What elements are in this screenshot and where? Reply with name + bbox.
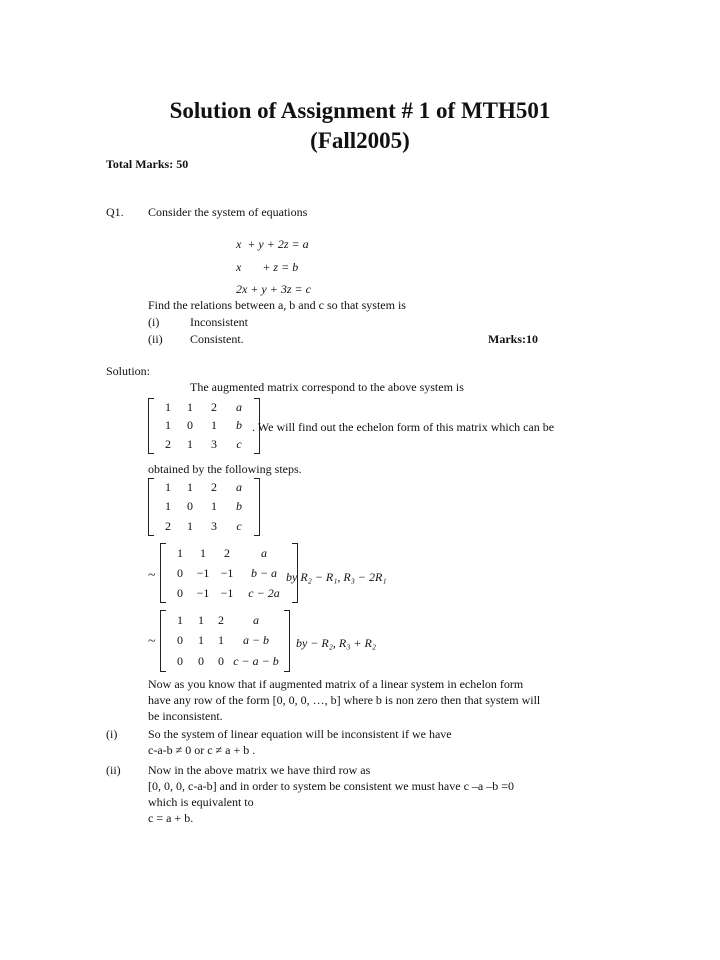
- part-ii-num: (ii): [106, 763, 121, 777]
- part-ii-line-3: which is equivalent to: [148, 795, 254, 809]
- matrix-cell: 1: [200, 545, 206, 560]
- part-i-line-1: So the system of linear equation will be inconsistent if we have: [148, 727, 452, 741]
- matrix-cell: −1: [196, 565, 210, 580]
- part-ii-line-2: [0, 0, 0, c-a-b] and in order to system be consistent we must have c –a –b =0: [148, 779, 515, 793]
- part-i-num: (i): [106, 727, 118, 741]
- item-i-num: (i): [148, 315, 160, 329]
- title-line-2: (Fall2005): [310, 128, 410, 153]
- matrix-cell: 2: [224, 545, 230, 560]
- matrix-cell: 0: [177, 633, 183, 648]
- matrix-cell: −1: [220, 585, 234, 600]
- part-i-line-2: c-a-b ≠ 0 or c ≠ a + b .: [148, 743, 256, 757]
- matrix-cell: b − a: [250, 565, 278, 580]
- explanation-line-2: have any row of the form [0, 0, 0, …, b] where b is non zero then that system will: [148, 693, 541, 707]
- matrix-cell: b: [236, 418, 242, 433]
- total-marks: Total Marks: 50: [106, 157, 189, 171]
- obtained-text: obtained by the following steps.: [148, 462, 302, 476]
- matrix-cell: −1: [220, 565, 234, 580]
- matrix-cell: 1: [165, 418, 171, 433]
- title-line-1: Solution of Assignment # 1 of MTH501: [169, 98, 551, 123]
- matrix-cell: 1: [187, 518, 193, 533]
- explanation-line-3: be inconsistent.: [148, 709, 223, 723]
- matrix-cell: 1: [165, 480, 171, 495]
- matrix-cell: 0: [218, 654, 224, 669]
- matrix-cell: 3: [211, 437, 217, 452]
- item-ii-num: (ii): [148, 332, 163, 346]
- matrix-cell: 1: [187, 480, 193, 495]
- item-ii-text: Consistent.: [190, 332, 244, 346]
- matrix-cell: 0: [198, 654, 204, 669]
- equation-1: x + y + 2z = a: [236, 237, 309, 251]
- part-ii-line-1: Now in the above matrix we have third row as: [148, 763, 371, 777]
- matrix-cell: 0: [177, 565, 183, 580]
- matrix-cell: c: [236, 518, 242, 533]
- matrix-cell: 0: [177, 654, 183, 669]
- matrix-cell: 1: [198, 633, 204, 648]
- matrix-cell: 0: [187, 418, 193, 433]
- item-i-text: Inconsistent: [190, 315, 248, 329]
- question-label: Q1.: [106, 205, 124, 219]
- right-bracket: [254, 478, 260, 536]
- matrix-cell: 1: [165, 499, 171, 514]
- matrix-cell: 1: [187, 437, 193, 452]
- matrix-cell: c: [236, 437, 242, 452]
- matrix-cell: 1: [211, 499, 217, 514]
- matrix-cell: 3: [211, 518, 217, 533]
- matrix-cell: a: [236, 399, 242, 414]
- tilde-1: ~: [148, 568, 156, 583]
- row-operation-2: by − R₂, R₃ + R₂: [296, 636, 377, 650]
- part-ii-line-4: c = a + b.: [148, 811, 194, 825]
- matrix-cell: 1: [211, 418, 217, 433]
- matrix-step-0: [148, 478, 260, 536]
- matrix-cell: 2: [218, 612, 224, 627]
- matrix-cell: c − a − b: [233, 654, 279, 669]
- matrix-cell: 0: [177, 585, 183, 600]
- tilde-2: ~: [148, 634, 156, 649]
- matrix-cell: 1: [218, 633, 224, 648]
- matrix-step-2: [160, 610, 290, 672]
- matrix-cell: −1: [196, 585, 210, 600]
- matrix-cell: a: [253, 612, 259, 627]
- matrix-cell: a: [236, 480, 242, 495]
- question-text: Consider the system of equations: [148, 205, 308, 219]
- matrix-cell: 1: [165, 399, 171, 414]
- matrix-cell: c − 2a: [248, 585, 280, 600]
- explanation-line-1: Now as you know that if augmented matrix of a linear system in echelon form: [148, 677, 524, 691]
- matrix-cell: 0: [187, 499, 193, 514]
- matrix-cell: a − b: [242, 633, 270, 648]
- relations-text: Find the relations between a, b and c so that system is: [148, 298, 406, 312]
- row-operation-1: by R₂ − R₁, R₃ − 2R₁: [286, 570, 387, 584]
- matrix-cell: b: [236, 499, 242, 514]
- matrix-cell: 1: [187, 399, 193, 414]
- matrix-cell: 1: [198, 612, 204, 627]
- matrix-cell: 1: [177, 545, 183, 560]
- solution-intro: The augmented matrix correspond to the above system is: [190, 380, 464, 394]
- after-matrix-text: . We will find out the echelon form of this matrix which can be: [252, 420, 555, 434]
- equation-2: x + z = b: [236, 260, 299, 274]
- matrix-cell: 2: [165, 518, 171, 533]
- matrix-cell: 2: [165, 437, 171, 452]
- matrix-step-1: [160, 543, 298, 603]
- equation-3: 2x + y + 3z = c: [236, 282, 311, 296]
- matrix-cell: 1: [177, 612, 183, 627]
- solution-label: Solution:: [106, 364, 151, 378]
- matrix-cell: a: [261, 545, 267, 560]
- right-bracket: [284, 610, 290, 672]
- augmented-matrix: [148, 398, 260, 454]
- marks-label: Marks:10: [488, 332, 538, 346]
- matrix-cell: 2: [211, 399, 217, 414]
- matrix-cell: 2: [211, 480, 217, 495]
